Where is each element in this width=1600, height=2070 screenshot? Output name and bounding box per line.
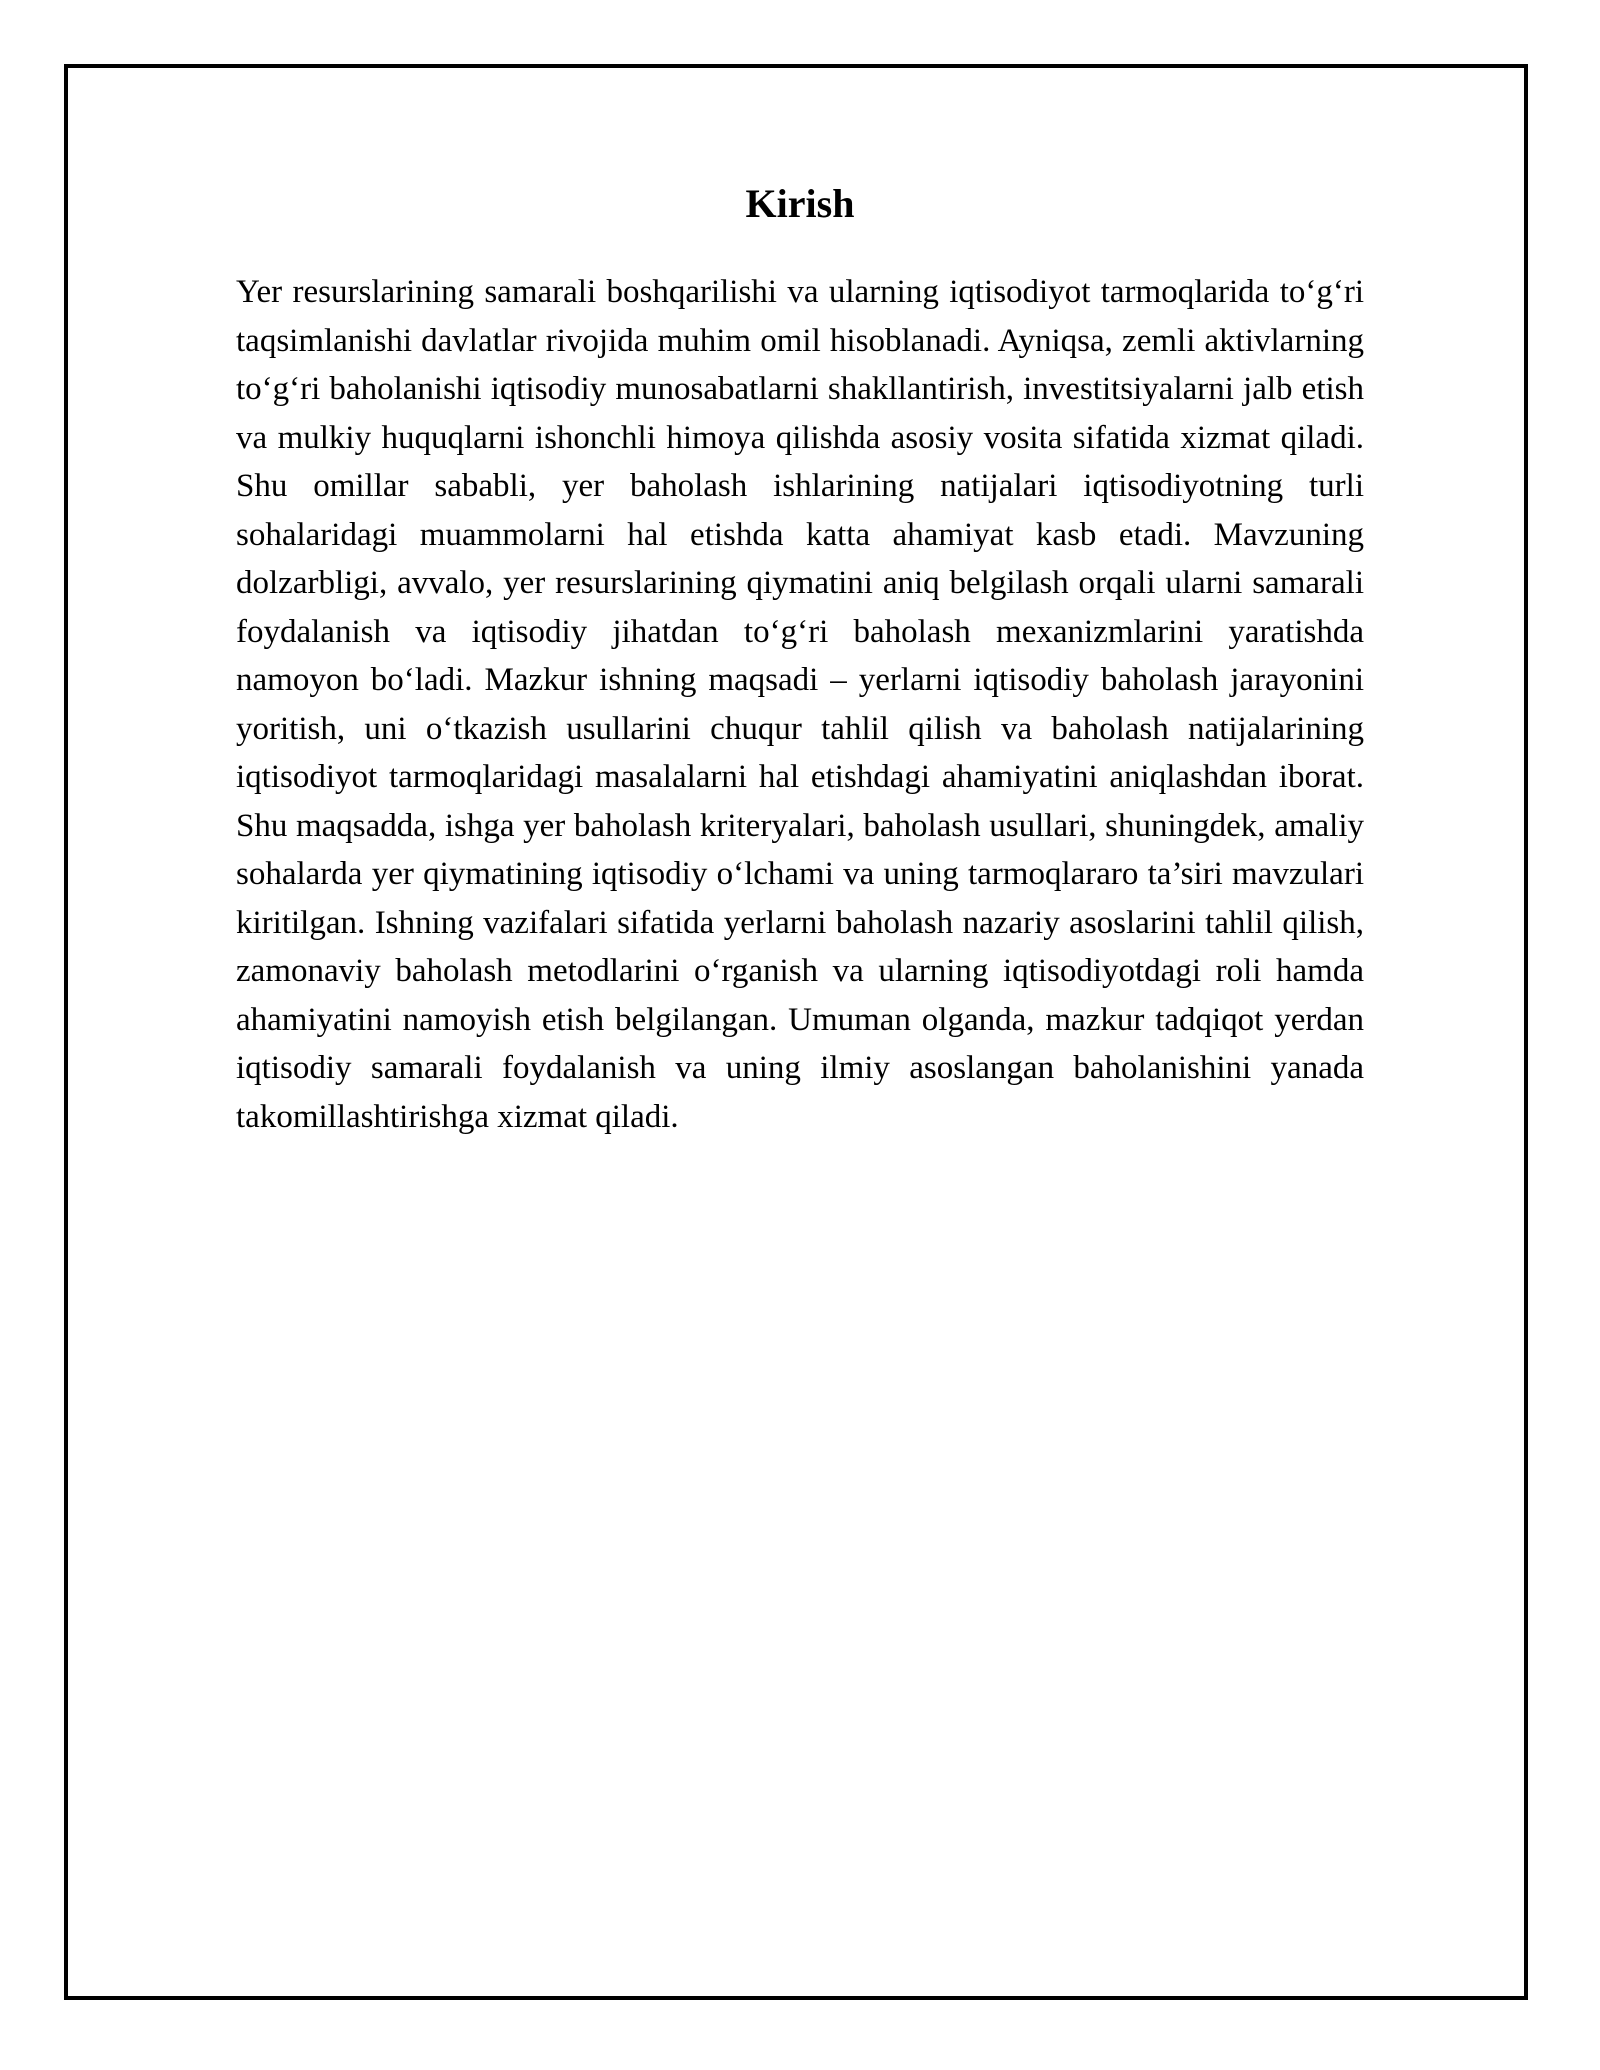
page-title: Kirish [745, 181, 855, 226]
document-content [236, 180, 1364, 1141]
body-paragraph: Yer resurslarining samarali boshqarilishi va ularning iqtisodiyot tarmoqlarida to‘g‘ri taqsimlanishi davlatlar rivojida muhim omil hisoblanadi. Ayniqsa, zemli aktivlarning to‘g‘ri baholanishi iqtisodiy munosabatlarni shakllantirish, investitsiyalarni jalb etish va mulkiy huquqlarni ishonchli himoya qilishda asosiy vosita sifatida xizmat qiladi. Shu omillar sababli, yer baholash ishlarining natijalari iqtisodiyotning turli sohalaridagi muammolarni hal etishda katta ahamiyat kasb etadi. Mavzuning dolzarbligi, avvalo, yer resurslarining qiymatini aniq belgilash orqali ularni samarali foydalanish va iqtisodiy jihatdan to‘g‘ri baholash mexanizmlarini yaratishda namoyon bo‘ladi. Mazkur ishning maqsadi – yerlarni iqtisodiy baholash jarayonini yoritish, uni o‘tkazish usullarini chuqur tahlil qilish va baholash natijalarining iqtisodiyot tarmoqlaridagi masalalarni hal etishdagi ahamiyatini aniqlashdan iborat. Shu maqsadda, ishga yer baholash kriteryalari, baholash usullari, shuningdek, amaliy sohalarda yer qiymatining iqtisodiy o‘lchami va uning tarmoqlararo ta’siri mavzulari kiritilgan. Ishning vazifalari sifatida yerlarni baholash nazariy asoslarini tahlil qilish, zamonaviy baholash metodlarini o‘rganish va ularning iqtisodiyotdagi roli hamda ahamiyatini namoyish etish belgilangan. Umuman olganda, mazkur tadqiqot yerdan iqtisodiy samarali foydalanish va uning ilmiy asoslangan baholanishini yanada takomillashtirishga xizmat qiladi. [236, 274, 1364, 1135]
